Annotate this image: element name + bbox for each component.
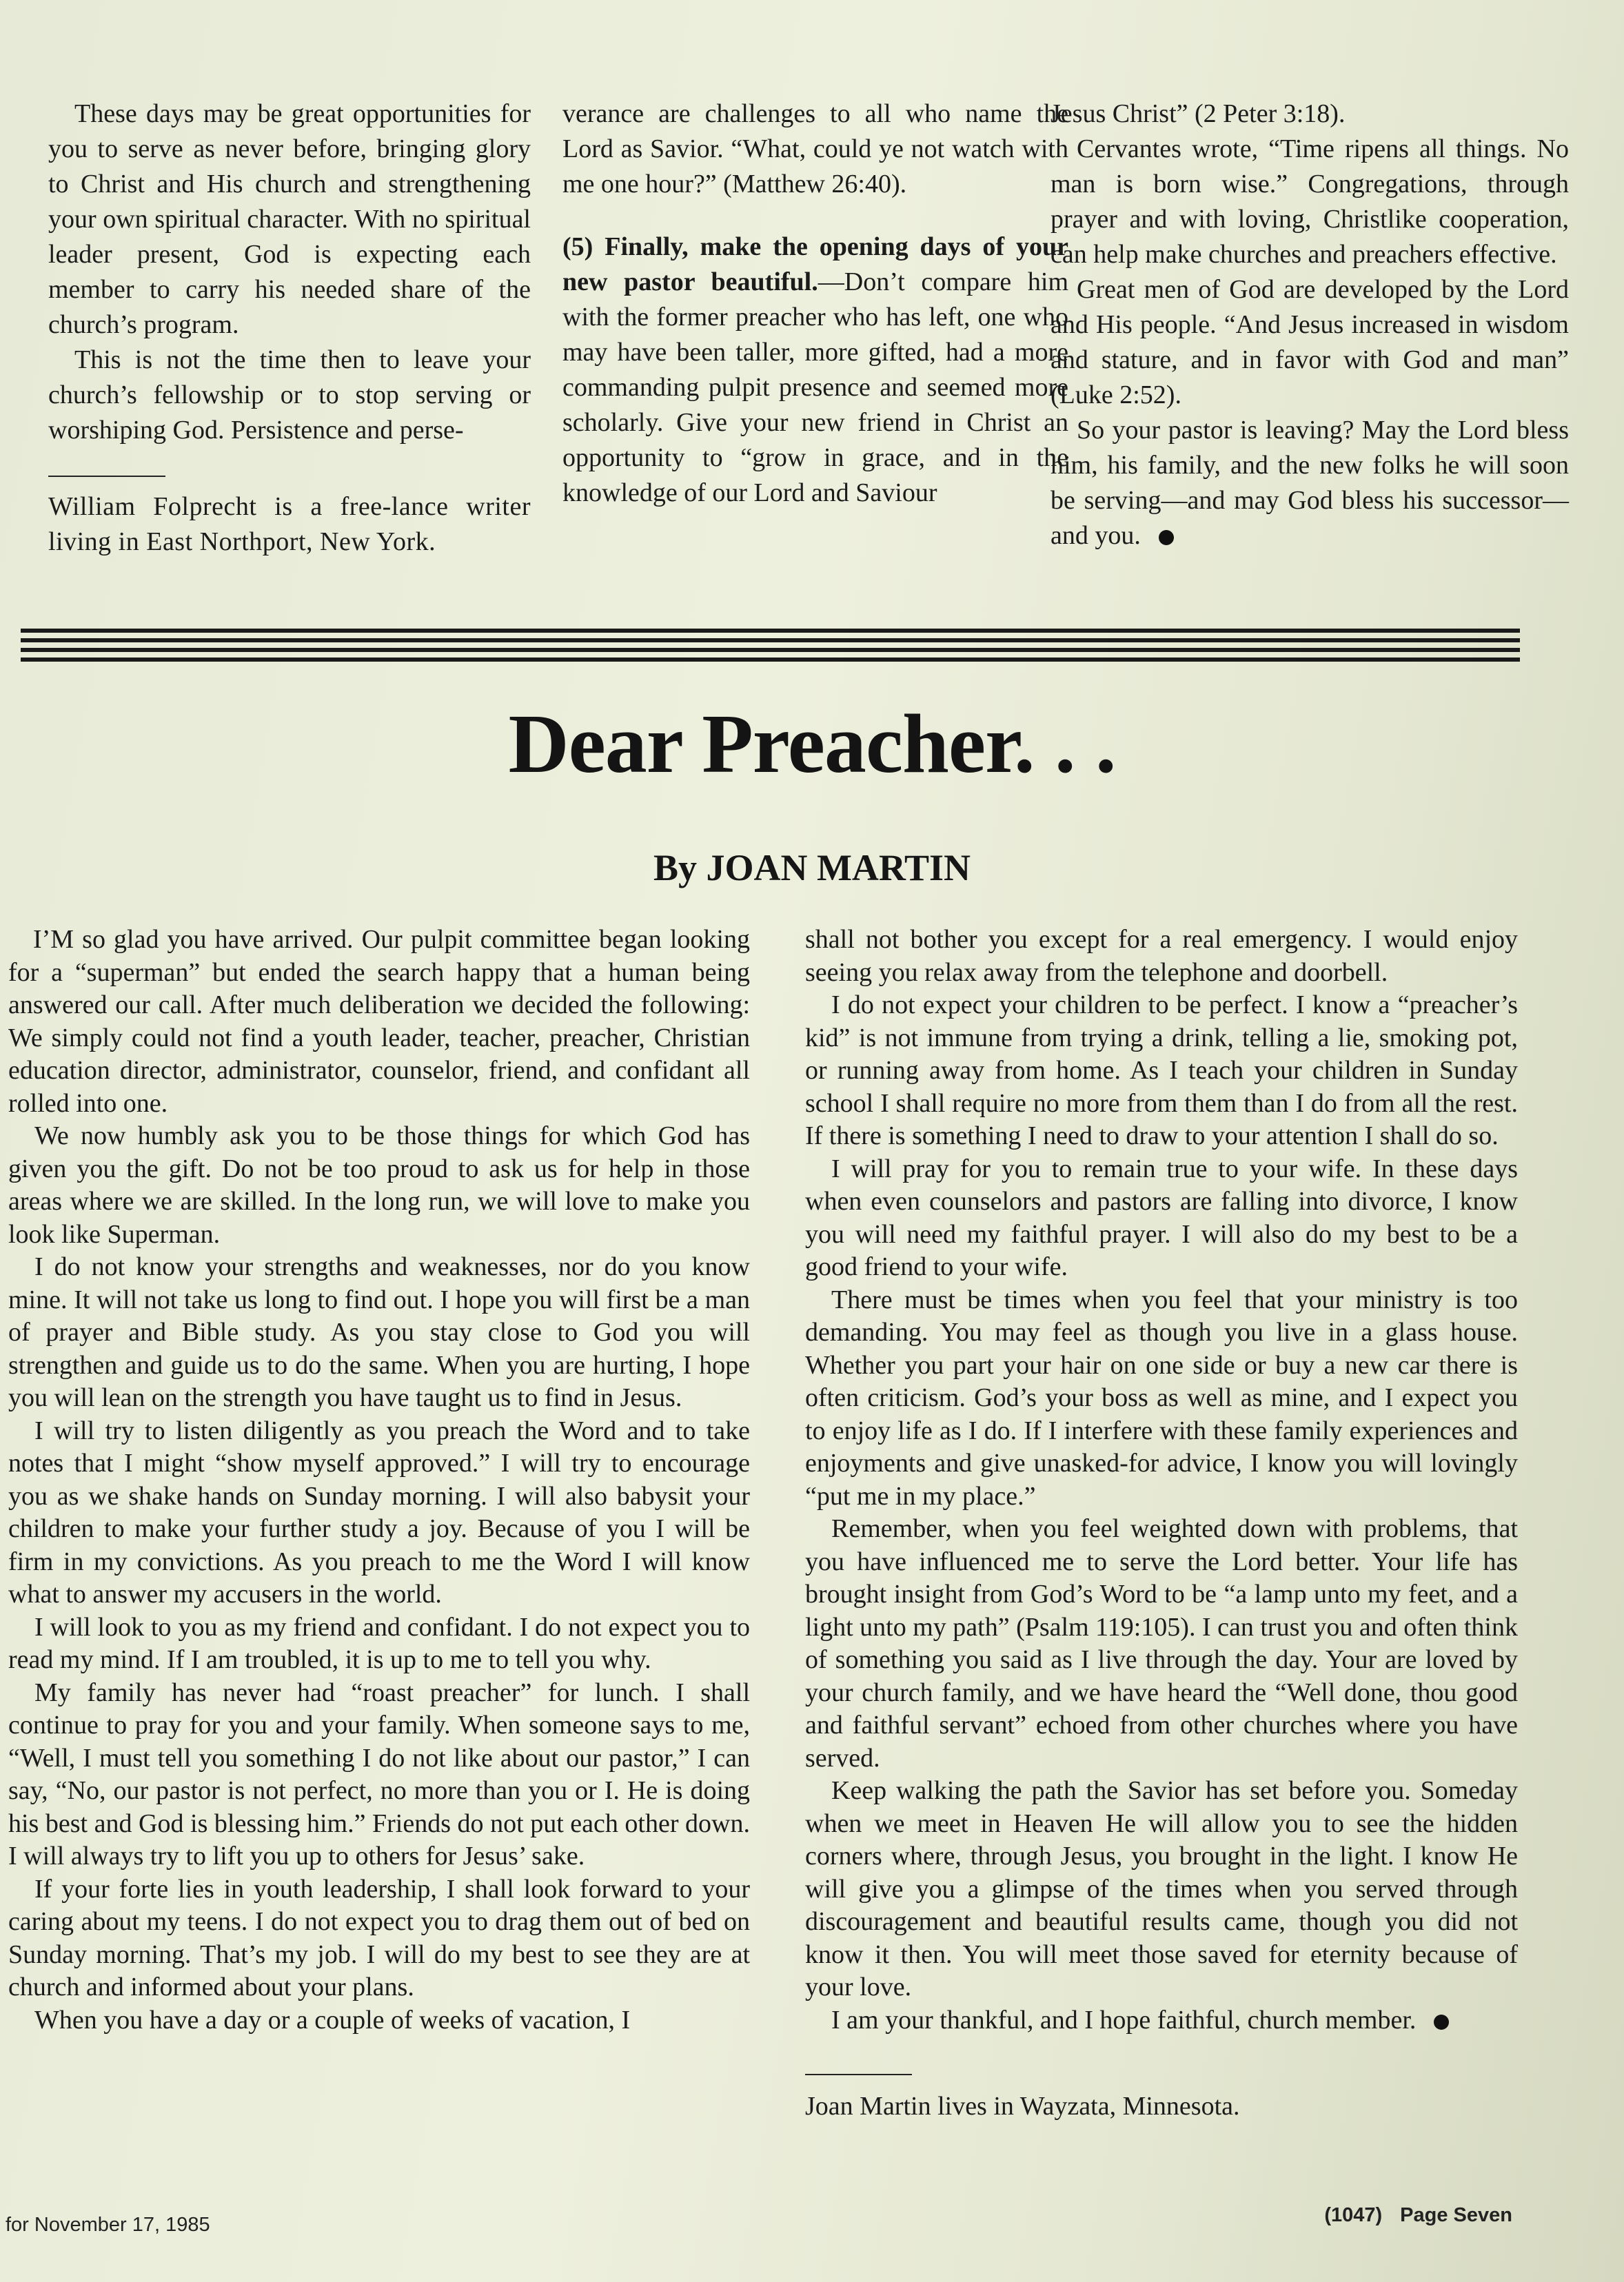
- paragraph: There must be times when you feel that your ministry is too demanding. You may feel as though you live in a glass house. Whether you part your hair on one side or buy a new car there is often criticism. God’s your boss as well as mine, and I expect you to enjoy life as I do. If I interfere with these family experiences and enjoyments and give unasked-for advice, I know you will lovingly “put me in my place.”: [805, 1285, 1518, 1511]
- divider-line: [21, 648, 1520, 652]
- article-body: [0, 924, 1624, 2192]
- page-code: (1047): [1324, 2204, 1383, 2226]
- paragraph: [562, 230, 1068, 511]
- author-note: William Folprecht is a free-lance writer living in East Northport, New York.: [48, 492, 531, 556]
- paragraph: We now humbly ask you to be those things for which God has given you the gift. Do not be too proud to ask us for help in those areas where we are skilled. In the long run, we will love to make you look like Superman.: [8, 1121, 750, 1249]
- article-right-column: [805, 924, 1518, 2123]
- paragraph: If your forte lies in youth leadership, I shall look forward to your caring about my teens. I do not expect you to drag them out of bed on Sunday morning. That’s my job. I will do my best to see they are at church and informed about your plans.: [8, 1874, 750, 2001]
- paragraph: I do not expect your children to be perfect. I know a “preacher’s kid” is not immune from trying a drink, telling a lie, smoking pot, or running away from home. As I teach your children in Sunday school I shall require no more from them than I do from all the rest. If there is something I need to draw to your attention I shall do so.: [805, 990, 1518, 1150]
- paragraph: These days may be great opportunities for you to serve as never before, bringing glory to Christ and His church and strengthening your own spiritual character. With no spiritual leader present, God is expecting each member to carry his needed share of the church’s program.: [48, 99, 531, 339]
- section-heading: (5) Finally, make the opening days of your new pastor beautiful.: [562, 232, 1068, 296]
- paragraph: Keep walking the path the Savior has set before you. Someday when we meet in Heaven He will allow you to see the hidden corners where, through Jesus, you brought in the light. I know He will give you a glimpse of the times when you served through discouragement and beautiful results came, though you did not know it then. You will meet those saved for eternity because of your love.: [805, 1776, 1518, 2001]
- paragraph: I will look to you as my friend and confidant. I do not expect you to read my mind. If I am troubled, it is up to me to tell you why.: [8, 1612, 750, 1674]
- article-byline: By JOAN MARTIN: [653, 847, 971, 888]
- paragraph: Remember, when you feel weighted down with problems, that you have influenced me to serve the Lord better. Your life has brought insight from God’s Word to be “a lamp unto my feet, and a light unto my path” (Psalm 119:105). I can trust you and often think of something you said as I live through the day. Your are loved by your church family, and we have heard the “Well done, thou good and faithful servant” echoed from other churches where you have served.: [805, 1514, 1518, 1773]
- paragraph: I’M so glad you have arrived. Our pulpit committee began looking for a “superman” but ended the search happy that a human being answered our call. After much deliberation we decided the following: We simply could not find a youth leader, teacher, preacher, Christian education director, administrator, counselor, friend, and confidant all rolled into one.: [8, 925, 750, 1118]
- paragraph: When you have a day or a couple of weeks of vacation, I: [34, 2005, 631, 2035]
- paragraph: I will try to listen diligently as you preach the Word and to take notes that I might “show myself approved.” I will try to encourage you as we shake hands on Sunday morning. I will also babysit your children to make your further study a joy. Because of you I will be firm in my convictions. As you preach to me the Word I will know what to answer my accusers in the world.: [8, 1416, 750, 1609]
- end-mark-icon: [1159, 530, 1174, 545]
- paragraph: I will pray for you to remain true to your wife. In these days when even counselors and pastors are falling into divorce, I know you will need my faithful prayer. I will also do my best to be a good friend to your wife.: [805, 1154, 1518, 1281]
- divider-line: [21, 629, 1520, 633]
- paragraph: [805, 2004, 1518, 2037]
- divider-line: [21, 638, 1520, 642]
- author-note: Joan Martin lives in Wayzata, Minnesota.: [805, 2092, 1240, 2121]
- paragraph: shall not bother you except for a real emergency. I would enjoy seeing you relax away from the telephone and doorbell.: [805, 925, 1518, 987]
- article-title: Dear Preacher. . .: [508, 697, 1116, 791]
- author-note-rule: [48, 476, 165, 477]
- page-number: [1306, 2204, 1512, 2227]
- paragraph: This is not the time then to leave your church’s fellowship or to stop serving or worshiping God. Persistence and perse-: [48, 345, 531, 445]
- paragraph: Jesus Christ” (2 Peter 3:18).: [1050, 99, 1346, 128]
- paragraph: I do not know your strengths and weaknesses, nor do you know mine. It will not take us long to find out. I hope you will first be a man of prayer and Bible study. As you stay close to God you will strengthen and guide us to do the same. When you are hurting, I hope you will lean on the strength you have taught us to find in Jesus.: [8, 1252, 750, 1412]
- section-divider: [21, 629, 1520, 662]
- paragraph: [1050, 413, 1569, 553]
- paragraph: My family has never had “roast preacher” for lunch. I shall continue to pray for you and your family. When someone says to me, “Well, I must tell you something I do not like about our pastor,” I can say, “No, our pastor is not perfect, no more than you or I. He is doing his best and God is blessing him.” Friends do not put each other down. I will always try to lift you up to others for Jesus’ sake.: [8, 1678, 750, 1871]
- paragraph: Great men of God are developed by the Lord and His people. “And Jesus increased in wisdom and stature, and in favor with God and man” (Luke 2:52).: [1050, 275, 1569, 409]
- section-body: —Don’t compare him with the former preacher who has left, one who may have been taller, more gifted, had a more commanding pulpit presence and seemed more scholarly. Give your new friend in Christ an opportunity to “grow in grace, and in the knowledge of our Lord and Saviour: [562, 267, 1068, 507]
- closing-text: I am your thankful, and I hope faithful, church member.: [831, 2005, 1417, 2035]
- page-label: Page Seven: [1400, 2204, 1512, 2226]
- article-left-column: [8, 924, 750, 2037]
- end-mark-icon: [1434, 2015, 1449, 2030]
- previous-article-column-2: [562, 96, 1068, 511]
- previous-article-column-1: [48, 96, 531, 560]
- closing-text: So your pastor is leaving? May the Lord bless him, his family, and the new folks he will soon be serving—and may God bless his successor—and you.: [1050, 416, 1569, 550]
- divider-line: [21, 658, 1520, 662]
- author-note-rule: [805, 2074, 912, 2075]
- previous-article-ending: [48, 96, 1569, 600]
- issue-date: for November 17, 1985: [6, 2214, 210, 2236]
- paragraph: Cervantes wrote, “Time ripens all things. No man is born wise.” Congregations, through prayer and with loving, Christlike cooperation, can help make churches and preachers effective.: [1050, 134, 1569, 269]
- previous-article-column-3: [1050, 96, 1569, 553]
- paragraph: verance are challenges to all who name the Lord as Savior. “What, could ye not watch with me one hour?” (Matthew 26:40).: [562, 99, 1068, 198]
